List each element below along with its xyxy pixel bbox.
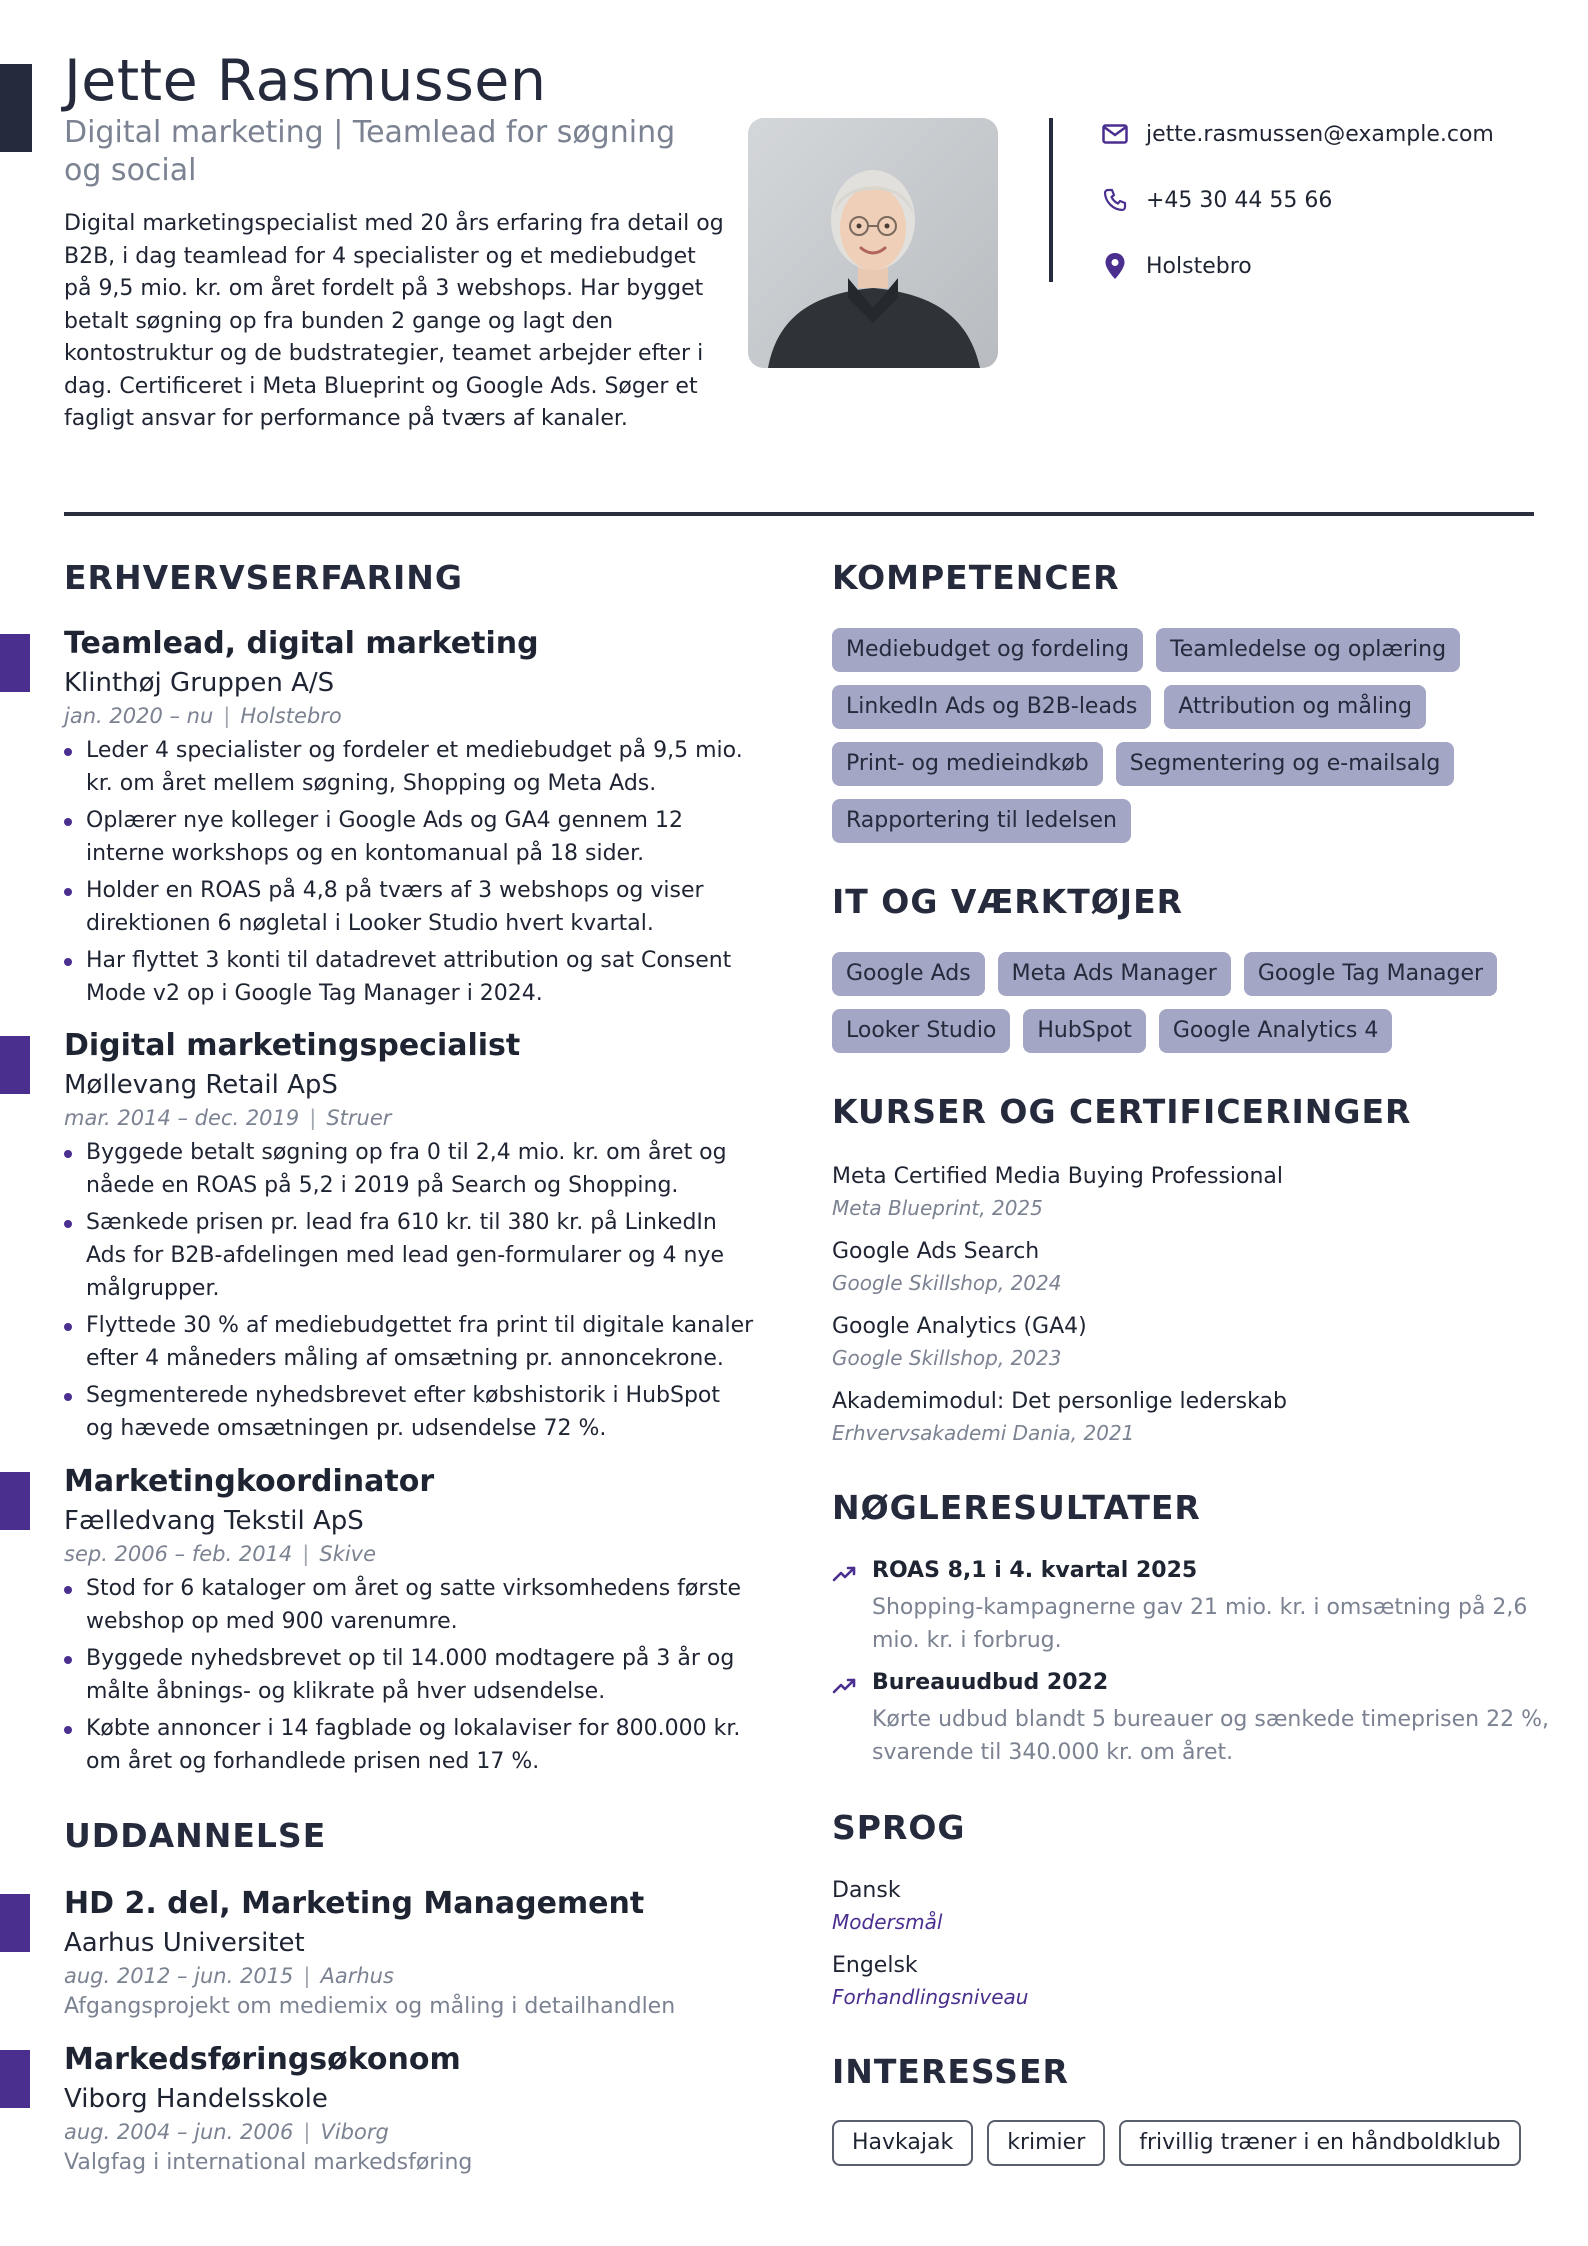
section-title-experience: ERHVERVSERFARING [64, 558, 464, 597]
profile-summary: Digital marketingspecialist med 20 års erfaring fra detail og B2B, i dag teamlead for 4 specialister og et mediebudget på 9,5 mio. kr. om året fordelt på 3 webshops. Har bygget betalt søgning op fra bunden 2 gange og lagt den kontostruktur og de budstrategier, teamet arbejder efter i dag. Certificeret i Meta Blueprint og Google Ads. Søger et fagligt ansvar for performance på tværs af kanaler. [64, 211, 724, 431]
job-period: mar. 2014 – dec. 2019 [64, 1106, 300, 1130]
email-text: jette.rasmussen@example.com [1146, 121, 1494, 147]
interests-list [832, 2120, 1521, 2166]
contact-phone[interactable] [1100, 180, 1520, 220]
course-meta: Meta Blueprint, 2025 [832, 1196, 1043, 1220]
job-bullet: Byggede betalt søgning op fra 0 til 2,4 mio. kr. om året og nåede en ROAS på 5,2 i 2019 på Search og Shopping. [64, 1136, 754, 1202]
location-text: Holstebro [1146, 253, 1252, 279]
education-description: Valgfag i international markedsføring [64, 2150, 473, 2175]
job-place: Struer [326, 1106, 392, 1130]
course-meta: Google Skillshop, 2023 [832, 1346, 1062, 1370]
education-period: aug. 2012 – jun. 2015 [64, 1964, 294, 1988]
job-period: jan. 2020 – nu [64, 704, 214, 728]
education-description: Afgangsprojekt om mediemix og måling i detailhandlen [64, 1994, 676, 2019]
education-school: Viborg Handelsskole [64, 2084, 328, 2114]
job-bullet: Oplærer nye kolleger i Google Ads og GA4 gennem 12 interne workshops og en kontomanual på 18 sider. [64, 804, 754, 870]
person-name: Jette Rasmussen [64, 48, 547, 114]
skill-tag: Mediebudget og fordeling [832, 628, 1143, 672]
job-title: Teamlead, digital marketing [64, 626, 539, 661]
trending-up-icon [832, 1676, 858, 1696]
profile-photo-illustration [748, 118, 998, 368]
education-place: Aarhus [320, 1964, 394, 1988]
meta-separator: | [303, 2120, 311, 2144]
section-title-results: NØGLERESULTATER [832, 1488, 1201, 1527]
job-accent-bar [0, 1472, 30, 1530]
skills-row [832, 799, 1131, 843]
meta-separator: | [303, 1964, 311, 1988]
skills-row [832, 742, 1454, 786]
job-bullets [64, 1572, 754, 1782]
tool-tag: Meta Ads Manager [998, 952, 1231, 996]
contact-location [1100, 246, 1520, 286]
job-meta [64, 1106, 391, 1130]
skill-tag: Attribution og måling [1164, 685, 1426, 729]
job-company: Fælledvang Tekstil ApS [64, 1506, 364, 1536]
section-title-languages: SPROG [832, 1808, 966, 1847]
education-place: Viborg [320, 2120, 389, 2144]
job-bullet: Har flyttet 3 konti til datadrevet attribution og sat Consent Mode v2 op i Google Tag Manager i 2024. [64, 944, 754, 1010]
interest-tag: krimier [987, 2120, 1105, 2166]
job-subtitle: Digital marketing | Teamlead for søgning og social [64, 115, 676, 188]
trending-up-icon [832, 1564, 858, 1584]
tool-tag: Google Ads [832, 952, 985, 996]
header-accent-bar [0, 64, 32, 152]
section-title-skills: KOMPETENCER [832, 558, 1120, 597]
section-title-courses: KURSER OG CERTIFICERINGER [832, 1092, 1412, 1131]
job-bullet: Leder 4 specialister og fordeler et mediebudget på 9,5 mio. kr. om året mellem søgning, Shopping og Meta Ads. [64, 734, 754, 800]
tool-tag: Google Tag Manager [1244, 952, 1497, 996]
course-name: Meta Certified Media Buying Professional [832, 1164, 1283, 1189]
tools-row [832, 1009, 1392, 1053]
job-company: Møllevang Retail ApS [64, 1070, 338, 1100]
skill-tag: Segmentering og e-mailsalg [1116, 742, 1455, 786]
course-name: Google Ads Search [832, 1239, 1040, 1264]
phone-icon [1100, 185, 1130, 215]
job-accent-bar [0, 1036, 30, 1094]
education-school: Aarhus Universitet [64, 1928, 305, 1958]
education-period: aug. 2004 – jun. 2006 [64, 2120, 294, 2144]
job-title: Marketingkoordinator [64, 1464, 435, 1499]
education-degree: HD 2. del, Marketing Management [64, 1886, 645, 1921]
section-title-tools: IT OG VÆRKTØJER [832, 882, 1184, 921]
job-bullet: Købte annoncer i 14 fagblade og lokalaviser for 800.000 kr. om året og forhandlede prisen ned 17 %. [64, 1712, 754, 1778]
job-period: sep. 2006 – feb. 2014 [64, 1542, 293, 1566]
tool-tag: HubSpot [1023, 1009, 1145, 1053]
contact-divider [1049, 118, 1053, 282]
course-meta: Google Skillshop, 2024 [832, 1271, 1062, 1295]
section-title-education: UDDANNELSE [64, 1816, 327, 1855]
job-meta [64, 704, 342, 728]
job-bullet: Stod for 6 kataloger om året og satte virksomhedens første webshop op med 900 varenumre. [64, 1572, 754, 1638]
job-place: Skive [319, 1542, 377, 1566]
job-bullet: Flyttede 30 % af mediebudgettet fra print til digitale kanaler efter 4 måneders måling af omsætning pr. annoncekrone. [64, 1309, 754, 1375]
language-level: Modersmål [832, 1910, 943, 1934]
result-title: ROAS 8,1 i 4. kvartal 2025 [872, 1558, 1198, 1583]
skills-row [832, 628, 1460, 672]
skill-tag: Teamledelse og oplæring [1156, 628, 1460, 672]
result-title: Bureauudbud 2022 [872, 1670, 1109, 1695]
phone-text: +45 30 44 55 66 [1146, 187, 1333, 213]
language-level: Forhandlingsniveau [832, 1985, 1029, 2009]
section-title-interests: INTERESSER [832, 2052, 1069, 2091]
meta-separator: | [223, 704, 231, 728]
job-bullet: Segmenterede nyhedsbrevet efter købshistorik i HubSpot og hævede omsætningen pr. udsendelse 72 %. [64, 1379, 754, 1445]
result-description: Kørte udbud blandt 5 bureauer og sænkede timeprisen 22 %, svarende til 340.000 kr. om året. [872, 1707, 1549, 1765]
job-meta [64, 1542, 376, 1566]
skills-row [832, 685, 1426, 729]
interest-tag: Havkajak [832, 2120, 973, 2166]
contact-email[interactable] [1100, 114, 1520, 154]
skill-tag: LinkedIn Ads og B2B-leads [832, 685, 1151, 729]
course-meta: Erhvervsakademi Dania, 2021 [832, 1421, 1135, 1445]
job-company: Klinthøj Gruppen A/S [64, 668, 335, 698]
tool-tag: Google Analytics 4 [1159, 1009, 1392, 1053]
meta-separator: | [309, 1106, 317, 1130]
profile-photo [748, 118, 998, 368]
job-place: Holstebro [240, 704, 342, 728]
job-accent-bar [0, 634, 30, 692]
education-meta [64, 2120, 389, 2144]
tool-tag: Looker Studio [832, 1009, 1010, 1053]
course-name: Google Analytics (GA4) [832, 1314, 1087, 1339]
tools-row [832, 952, 1497, 996]
education-degree: Markedsføringsøkonom [64, 2042, 461, 2077]
location-pin-icon [1100, 251, 1130, 281]
meta-separator: | [302, 1542, 310, 1566]
skill-tag: Print- og medieindkøb [832, 742, 1103, 786]
education-meta [64, 1964, 394, 1988]
job-bullet: Sænkede prisen pr. lead fra 610 kr. til 380 kr. på LinkedIn Ads for B2B-afdelingen med lead gen-formularer og 4 nye målgrupper. [64, 1206, 754, 1305]
interest-tag: frivillig træner i en håndboldklub [1119, 2120, 1520, 2166]
mail-icon [1100, 119, 1130, 149]
education-accent-bar [0, 1894, 30, 1952]
language-name: Engelsk [832, 1953, 918, 1978]
header-divider [64, 512, 1534, 516]
language-name: Dansk [832, 1878, 901, 1903]
result-description: Shopping-kampagnerne gav 21 mio. kr. i omsætning på 2,6 mio. kr. i forbrug. [872, 1595, 1528, 1653]
course-name: Akademimodul: Det personlige lederskab [832, 1389, 1287, 1414]
job-bullets [64, 1136, 754, 1449]
job-title: Digital marketingspecialist [64, 1028, 521, 1063]
skill-tag: Rapportering til ledelsen [832, 799, 1131, 843]
education-accent-bar [0, 2050, 30, 2108]
job-bullets [64, 734, 754, 1014]
job-bullet: Holder en ROAS på 4,8 på tværs af 3 webshops og viser direktionen 6 nøgletal i Looker Studio hvert kvartal. [64, 874, 754, 940]
job-bullet: Byggede nyhedsbrevet op til 14.000 modtagere på 3 år og målte åbnings- og klikrate på hver udsendelse. [64, 1642, 754, 1708]
